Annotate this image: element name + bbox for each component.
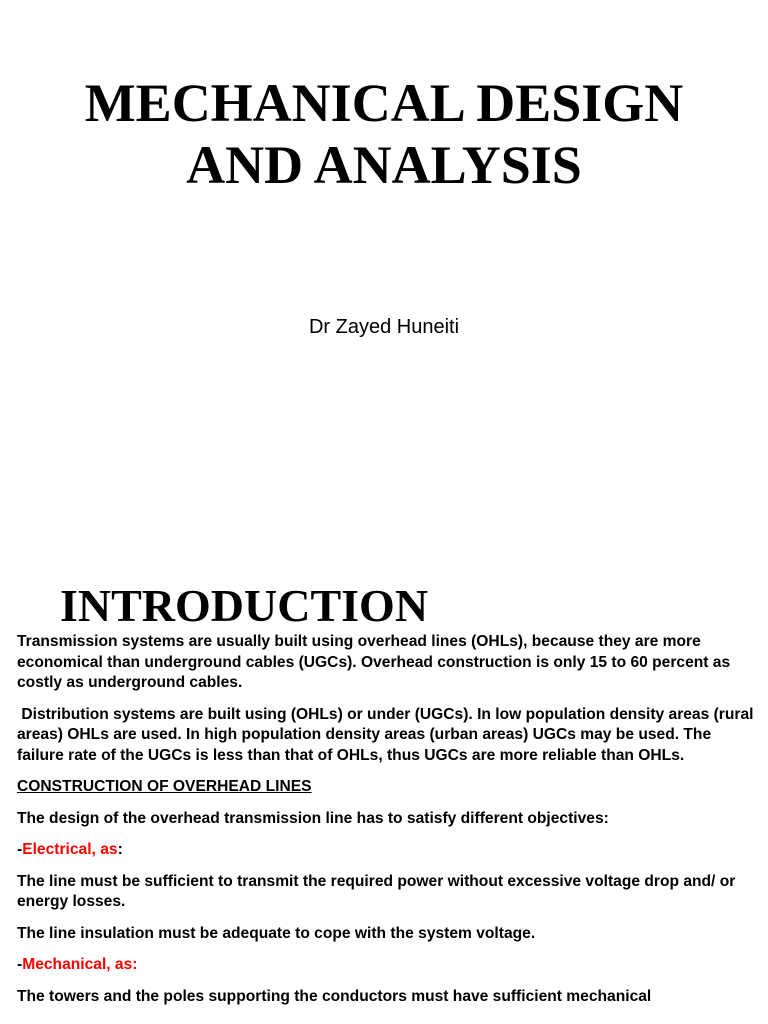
introduction-heading: INTRODUCTION: [60, 580, 429, 631]
paragraph-distribution: Distribution systems are built using (OHLs) or under (UGCs). In low population density areas (rural areas) OHLs are used. In high population density areas (urban areas) UGCs may be used. The failure rate of the UGCs is less than that of OHLs, thus UGCs are more reliable than OHLs.: [17, 705, 758, 764]
section-heading-construction: CONSTRUCTION OF OVERHEAD LINES: [17, 778, 312, 795]
paragraph-ohl-economy: Transmission systems are usually built using overhead lines (OHLs), because they are more economical than underground cables (UGCs). Overhead construction is only 15 to 60 percent as costly as underground cables.: [17, 633, 731, 691]
introduction-body: [17, 632, 762, 1018]
electrical-objective-label: [17, 840, 762, 861]
electrical-dash: -: [17, 841, 23, 858]
slide-title-line-1: MECHANICAL DESIGN: [84, 73, 684, 133]
introduction-slide: [0, 576, 768, 1024]
mechanical-label: Mechanical, as:: [22, 956, 138, 973]
paragraph-towers-poles: The towers and the poles supporting the conductors must have sufficient mechanical: [17, 987, 652, 1005]
paragraph-insulation: The line insulation must be adequate to cope with the system voltage.: [17, 924, 536, 942]
paragraph-power-transmission: The line must be sufficient to transmit the required power without excessive voltage drop and/ or energy losses.: [17, 872, 736, 910]
mechanical-objective-label: [17, 955, 762, 976]
electrical-label: Electrical, as: [22, 841, 118, 858]
electrical-colon: :: [117, 841, 123, 858]
author-name: Dr Zayed Huneiti: [308, 316, 460, 338]
paragraph-design-objectives: The design of the overhead transmission line has to satisfy different objectives:: [17, 809, 609, 827]
slide-title: [0, 72, 768, 196]
mechanical-dash: -: [17, 956, 23, 973]
slide-title-line-2: AND ANALYSIS: [186, 135, 582, 195]
